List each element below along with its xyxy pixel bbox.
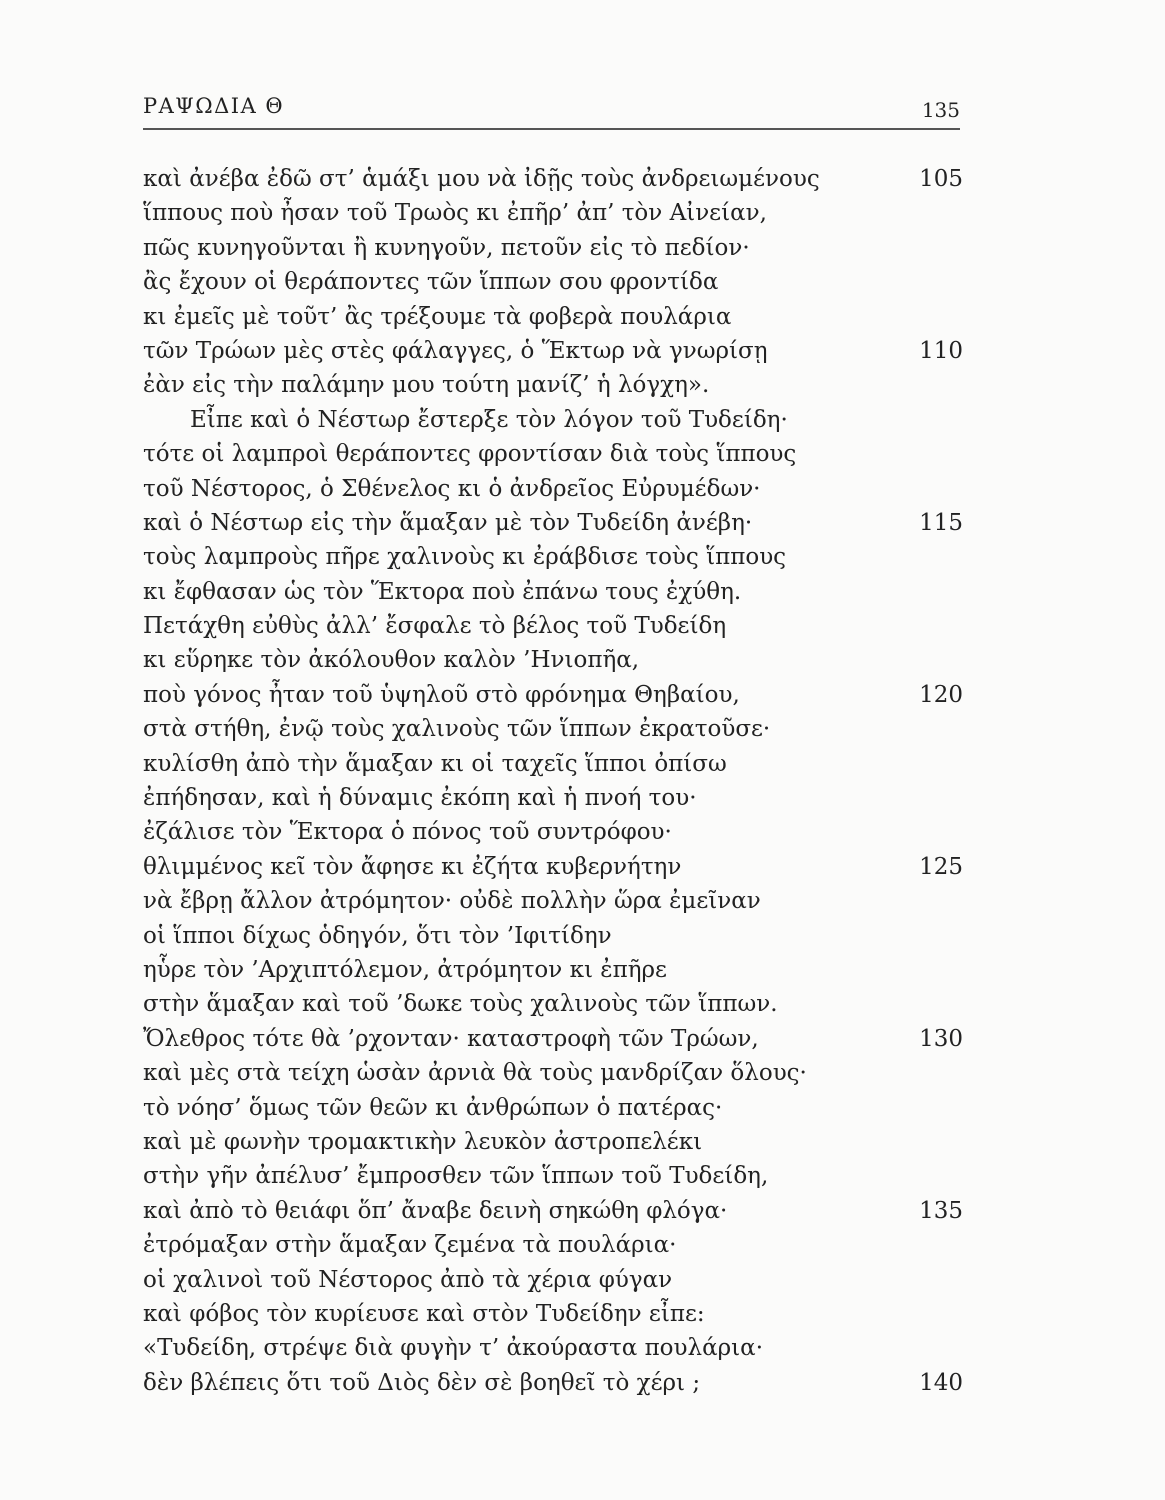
verse-line (143, 368, 963, 402)
running-header (143, 92, 960, 130)
verse-line (143, 1331, 963, 1365)
verse-line (143, 196, 963, 230)
verse-line (143, 437, 963, 471)
verse-line (143, 712, 963, 746)
verse-line (143, 265, 963, 299)
verse-line (143, 1056, 963, 1090)
verse-line (143, 919, 963, 953)
verse-line-text: «Τυδείδη, στρέψε διὰ φυγὴν τ’ ἀκούραστα πουλάρια· (143, 1335, 764, 1362)
verse-line (143, 781, 963, 815)
verse-line (143, 884, 963, 918)
verse-line-text: ἵππους ποὺ ἦσαν τοῦ Τρωὸς κι ἐπῆρ’ ἀπ’ τὸν Αἰνείαν, (143, 200, 767, 227)
chapter-title: ΡΑΨΩΔΙΑ Θ (143, 94, 285, 118)
verse-line-text: ηὗρε τὸν ’Αρχιπτόλεμον, ἀτρόμητον κι ἐπῆρε (143, 956, 667, 983)
verse-line-text: ποὺ γόνος ἦταν τοῦ ὑψηλοῦ στὸ φρόνημα Θηβαίου, (143, 681, 740, 708)
verse-line (143, 506, 963, 540)
verse-line-text: ἐζάλισε τὸν Ἕκτορα ὁ πόνος τοῦ συντρόφου· (143, 819, 672, 846)
verse-line (143, 953, 963, 987)
verse-line (143, 1263, 963, 1297)
line-number: 130 (919, 1025, 963, 1052)
verse-line (143, 1091, 963, 1125)
line-number: 140 (919, 1369, 963, 1396)
verse-line-text: καὶ μὲ φωνὴν τρομακτικὴν λευκὸν ἀστροπελέκι (143, 1128, 703, 1155)
verse-line-text: Πετάχθη εὐθὺς ἀλλ’ ἔσφαλε τὸ βέλος τοῦ Τυδείδη (143, 613, 727, 640)
line-number: 120 (919, 681, 963, 708)
verse-line-text: καὶ ὁ Νέστωρ εἰς τὴν ἅμαξαν μὲ τὸν Τυδείδη ἀνέβη· (143, 509, 753, 536)
verse-line-text: τὸ νόησ’ ὅμως τῶν θεῶν κι ἀνθρώπων ὁ πατέρας· (143, 1094, 723, 1121)
verse-line (143, 747, 963, 781)
verse-line-text: καὶ φόβος τὸν κυρίευσε καὶ στὸν Τυδείδην εἶπε: (143, 1300, 705, 1327)
verse-line-text: τότε οἱ λαμπροὶ θεράποντες φροντίσαν διὰ τοὺς ἵππους (143, 441, 797, 468)
verse-line-text: καὶ ἀνέβα ἐδῶ στ’ ἁμάξι μου νὰ ἰδῇς τοὺς ἀνδρειωμένους (143, 166, 820, 192)
verse-line-text: Εἶπε καὶ ὁ Νέστωρ ἔστερξε τὸν λόγον τοῦ Τυδείδη· (190, 406, 788, 433)
verse-line (143, 575, 963, 609)
verse-line (143, 1125, 963, 1159)
verse-line-text: κυλίσθη ἀπὸ τὴν ἅμαξαν κι οἱ ταχεῖς ἵπποι ὀπίσω (143, 750, 727, 777)
verse-line-text: καὶ ἀπὸ τὸ θειάφι ὅπ’ ἄναβε δεινὴ σηκώθη φλόγα· (143, 1197, 728, 1224)
page-number: 135 (921, 98, 960, 122)
verse-line (143, 987, 963, 1021)
verse-line-text: τῶν Τρώων μὲς στὲς φάλαγγες, ὁ Ἕκτωρ νὰ γνωρίσῃ (143, 337, 768, 364)
verse-line-text: νὰ ἔβρῃ ἄλλον ἀτρόμητον· οὐδὲ πολλὴν ὥρα ἐμεῖναν (143, 888, 761, 915)
verse-line-text: τοὺς λαμπροὺς πῆρε χαλινοὺς κι ἐράβδισε τοὺς ἵππους (143, 544, 787, 571)
verse-line (143, 1228, 963, 1262)
verse-line (143, 609, 963, 643)
verse-line-text: ἐτρόμαξαν στὴν ἅμαξαν ζεμένα τὰ πουλάρια· (143, 1232, 677, 1259)
verse-line (143, 1297, 963, 1331)
line-number: 115 (919, 509, 963, 536)
verse-line-text: ἐὰν εἰς τὴν παλάμην μου τούτη μανίζ’ ἡ λόγχη». (143, 372, 710, 399)
verse-line-text: κι ἔφθασαν ὡς τὸν Ἕκτορα ποὺ ἐπάνω τους ἐχύθη. (143, 578, 742, 605)
verse-line (143, 815, 963, 849)
verse-line (143, 300, 963, 334)
verse-line-text: οἱ χαλινοὶ τοῦ Νέστορος ἀπὸ τὰ χέρια φύγαν (143, 1266, 673, 1293)
verse-line-text: δὲν βλέπεις ὅτι τοῦ Διὸς δὲν σὲ βοηθεῖ τὸ χέρι ; (143, 1369, 701, 1396)
verse-line-text: στὴν ἅμαξαν καὶ τοῦ ’δωκε τοὺς χαλινοὺς τῶν ἵππων. (143, 991, 778, 1018)
verse-line (143, 540, 963, 574)
verse-line (143, 678, 963, 712)
verse-line (143, 1022, 963, 1056)
verse-line-text: πῶς κυνηγοῦνται ἢ κυνηγοῦν, πετοῦν εἰς τὸ πεδίον· (143, 234, 750, 261)
line-number: 105 (919, 166, 963, 192)
verse-line (143, 162, 963, 196)
line-number: 135 (919, 1197, 963, 1224)
verse-text (143, 162, 963, 1400)
verse-line-text: κι ἐμεῖς μὲ τοῦτ’ ἂς τρέξουμε τὰ φοβερὰ πουλάρια (143, 303, 732, 330)
verse-line-text: Ὄλεθρος τότε θὰ ’ρχονταν· καταστροφὴ τῶν Τρώων, (143, 1025, 759, 1052)
verse-line-text: ἐπήδησαν, καὶ ἡ δύναμις ἐκόπη καὶ ἡ πνοή του· (143, 785, 697, 812)
verse-line-text: καὶ μὲς στὰ τείχη ὡσὰν ἀρνιὰ θὰ τοὺς μανδρίζαν ὅλους· (143, 1060, 807, 1087)
verse-line-text: θλιμμένος κεῖ τὸν ἄφησε κι ἐζήτα κυβερνήτην (143, 853, 682, 880)
verse-line (143, 1159, 963, 1193)
verse-line (143, 643, 963, 677)
verse-line (143, 850, 963, 884)
verse-line (143, 403, 963, 437)
verse-line (143, 472, 963, 506)
verse-line-text: τοῦ Νέστορος, ὁ Σθένελος κι ὁ ἀνδρεῖος Εὐρυμέδων· (143, 475, 761, 502)
verse-line-text: στὴν γῆν ἀπέλυσ’ ἔμπροσθεν τῶν ἵππων τοῦ Τυδείδη, (143, 1163, 769, 1190)
line-number: 110 (919, 337, 963, 364)
verse-line-text: στὰ στήθη, ἐνῷ τοὺς χαλινοὺς τῶν ἵππων ἐκρατοῦσε· (143, 716, 771, 743)
verse-line (143, 1194, 963, 1228)
verse-line-text: ἂς ἔχουν οἱ θεράποντες τῶν ἵππων σου φροντίδα (143, 269, 719, 296)
verse-line (143, 334, 963, 368)
verse-line-text: κι εὕρηκε τὸν ἀκόλουθον καλὸν ’Ηνιοπῆα, (143, 647, 640, 674)
verse-line-text: οἱ ἵπποι δίχως ὁδηγόν, ὅτι τὸν ’Ιφιτίδην (143, 922, 612, 949)
verse-line (143, 1366, 963, 1400)
verse-line (143, 231, 963, 265)
line-number: 125 (919, 853, 963, 880)
